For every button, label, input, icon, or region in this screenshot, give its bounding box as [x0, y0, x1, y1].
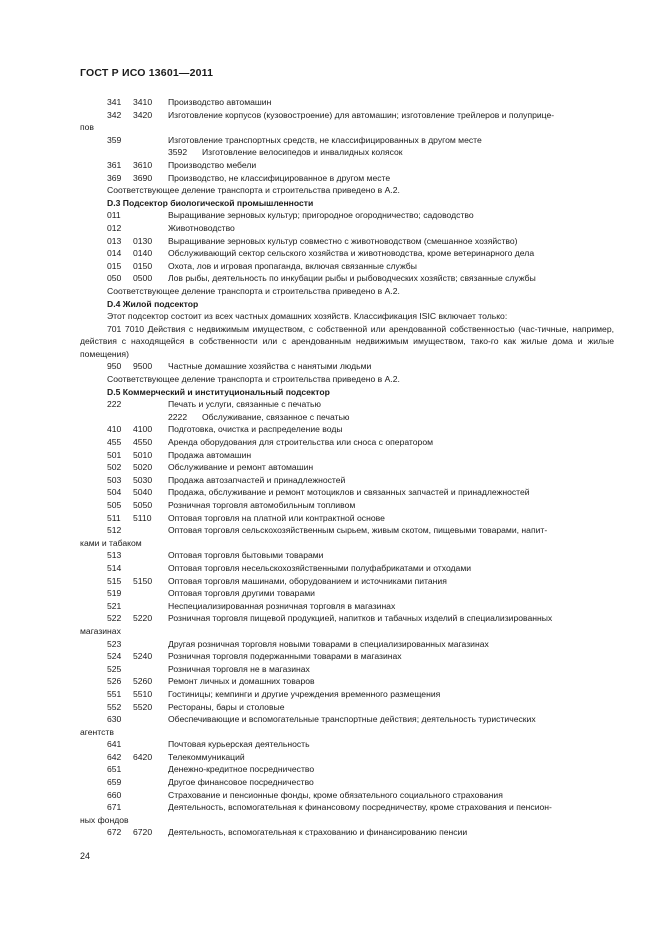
isic-class-code: 5050 — [133, 500, 153, 510]
isic-class-code: 4550 — [133, 437, 153, 448]
section-note: Соответствующее деление транспорта и строительства приведено в А.2. — [107, 185, 400, 196]
isic-division-code: 222 — [107, 399, 122, 410]
isic-class-code: 3610 — [133, 159, 153, 170]
activity-description: Почтовая курьерская деятельность — [168, 739, 310, 750]
table-row — [80, 134, 614, 147]
activity-description: Телекоммуникаций — [168, 751, 245, 762]
isic-division-code: 523 — [107, 638, 122, 649]
activity-description: Животноводство — [168, 222, 235, 233]
activity-description: Розничная торговля автомобильным топливом — [168, 500, 356, 510]
activity-description: Розничная торговля пищевой продукцией, напитков и табачных изделий в специализированных — [168, 613, 553, 624]
isic-division-code: 369 — [107, 172, 122, 183]
activity-description: Другое финансовое посредничество — [168, 777, 314, 788]
activity-description: Ремонт личных и домашних товаров — [168, 676, 315, 687]
section-heading: D.4 Жилой подсектор — [107, 298, 199, 309]
activity-description: Охота, лов и игровая пропаганда, включая связанные службы — [168, 260, 417, 271]
isic-division-code: 671 — [107, 802, 122, 813]
isic-division-code: 551 — [107, 688, 122, 699]
isic-division-code: 515 — [107, 575, 122, 586]
activity-description: Продажа автомашин — [168, 449, 252, 460]
activity-description: Продажа автозапчастей и принадлежностей — [168, 474, 346, 485]
isic-class-code: 5220 — [133, 613, 153, 624]
isic-class-code: 3420 — [133, 109, 153, 120]
isic-division-code: 512 — [107, 525, 122, 536]
activity-description-continuation: магазинах — [80, 625, 121, 636]
table-row — [80, 146, 614, 159]
activity-description: Подготовка, очистка и распределение воды — [168, 424, 343, 435]
table-row — [80, 423, 614, 436]
isic-division-code: 642 — [107, 751, 122, 762]
isic-division-code: 050 — [107, 273, 122, 284]
activity-description: Продажа, обслуживание и ремонт мотоциклов и связанных запчастей и принадлежностей — [168, 487, 530, 498]
table-row — [80, 360, 614, 373]
table-row — [80, 222, 614, 235]
activity-description: Изготовление транспортных средств, не классифицированных в другом месте — [168, 134, 482, 145]
document-content — [80, 96, 614, 839]
isic-class-code: 3410 — [133, 97, 153, 107]
table-row — [80, 701, 614, 714]
activity-description: Производство мебели — [168, 159, 257, 170]
isic-class-code: 4100 — [133, 424, 153, 435]
table-row — [80, 109, 614, 122]
activity-description: Обслуживание, связанное с печатью — [202, 411, 350, 422]
activity-description: Обеспечивающие и вспомогательные транспортные действия; деятельность туристических — [168, 714, 536, 725]
isic-division-code: 341 — [107, 97, 122, 107]
table-row — [80, 650, 614, 663]
activity-description: Производство, не классифицированное в другом месте — [168, 172, 391, 183]
isic-division-code: 361 — [107, 159, 122, 170]
activity-description: Оптовая торговля машинами, оборудованием и источниками питания — [168, 575, 447, 586]
activity-description: Гостиницы; кемпинги и другие учреждения временного размещения — [168, 688, 441, 699]
activity-description: Лов рыбы, деятельность по инкубации рыбы и рыбоводческих хозяйств; связанные службы — [168, 273, 536, 284]
table-row — [80, 436, 614, 449]
isic-division-code: 511 — [107, 512, 121, 523]
activity-description: Производство автомашин — [168, 97, 272, 107]
table-row — [80, 411, 614, 424]
isic-class-code: 5040 — [133, 487, 153, 498]
isic-class-code: 0500 — [133, 273, 153, 284]
activity-description-continuation: ных фондов — [80, 814, 129, 825]
table-row — [80, 499, 614, 512]
isic-class-code: 3690 — [133, 172, 153, 183]
table-row — [80, 524, 614, 537]
activity-description: Рестораны, бары и столовые — [168, 701, 285, 712]
isic-division-code: 519 — [107, 588, 122, 599]
table-row — [80, 235, 614, 248]
isic-division-code: 521 — [107, 600, 122, 611]
activity-description: Оптовая торговля бытовыми товарами — [168, 550, 324, 561]
isic-class-code: 6720 — [133, 827, 153, 838]
section-heading: D.5 Коммерческий и институциональный подсектор — [107, 386, 330, 397]
isic-class-code: 5240 — [133, 651, 153, 662]
isic-class-code: 5520 — [133, 701, 153, 712]
table-row — [80, 713, 614, 726]
table-row — [80, 789, 614, 802]
table-row-continuation — [80, 726, 614, 739]
table-row-continuation — [80, 121, 614, 134]
table-row — [80, 826, 614, 839]
isic-division-code: 950 — [107, 361, 122, 372]
table-row — [80, 461, 614, 474]
isic-division-code: 525 — [107, 663, 122, 674]
activity-description: Выращивание зерновых культур совместно с животноводством (смешанное хозяйство) — [168, 235, 518, 246]
isic-class-code: 5020 — [133, 462, 153, 473]
table-row — [80, 549, 614, 562]
isic-division-code: 503 — [107, 474, 122, 485]
table-row — [80, 738, 614, 751]
activity-description: Печать и услуги, связанные с печатью — [168, 399, 321, 410]
document-header-title: ГОСТ Р ИСО 13601—2011 — [80, 67, 214, 79]
activity-description: Обслуживающий сектор сельского хозяйства и животноводства, кроме ветеринарного дела — [168, 248, 535, 259]
isic-division-code: 630 — [107, 714, 122, 725]
isic-division-code: 014 — [107, 248, 122, 259]
table-row — [80, 247, 614, 260]
table-row — [80, 675, 614, 688]
isic-class-code: 5010 — [133, 449, 153, 460]
isic-class-code: 5110 — [133, 512, 152, 523]
isic-division-code: 514 — [107, 562, 122, 573]
page-number: 24 — [80, 851, 91, 861]
table-row — [80, 449, 614, 462]
isic-class-code: 9500 — [133, 361, 153, 372]
table-row-continuation — [80, 537, 614, 550]
isic-class-code: 5030 — [133, 474, 153, 485]
isic-division-code: 013 — [107, 235, 122, 246]
activity-description: Другая розничная торговля новыми товарами в специализированных магазинах — [168, 638, 489, 649]
table-row — [80, 159, 614, 172]
activity-description: Деятельность, вспомогательная к финансовому посредничеству, кроме страхования и пенсион- — [168, 802, 552, 813]
isic-division-code: 660 — [107, 789, 122, 800]
isic-division-code: 651 — [107, 764, 122, 775]
section-paragraph: 701 7010 Действия с недвижимым имуществом, с собственной или арендованной собственностью (час-тичные, например, действия с находящейся в собственности или с арендованным недвижимым имуществом, тако-го как жилые дома и жилые помещения) — [80, 323, 614, 359]
isic-class-code: 0150 — [133, 260, 153, 271]
table-row-continuation — [80, 625, 614, 638]
section-note: Соответствующее деление транспорта и строительства приведено в А.2. — [107, 285, 400, 296]
table-row — [80, 172, 614, 185]
table-row — [80, 209, 614, 222]
isic-division-code: 015 — [107, 260, 122, 271]
isic-division-code: 502 — [107, 462, 122, 473]
table-row — [80, 474, 614, 487]
activity-description: Розничная торговля подержанными товарами в магазинах — [168, 651, 402, 662]
table-row — [80, 600, 614, 613]
section-note: Соответствующее деление транспорта и строительства приведено в А.2. — [107, 374, 400, 385]
isic-division-code: 513 — [107, 550, 122, 561]
isic-class-code: 6420 — [133, 751, 153, 762]
isic-class-code: 5510 — [133, 688, 153, 699]
activity-description: Изготовление велосипедов и инвалидных колясок — [202, 147, 403, 158]
isic-division-code: 359 — [107, 134, 122, 145]
table-row — [80, 96, 614, 109]
isic-division-code: 524 — [107, 651, 122, 662]
table-row — [80, 575, 614, 588]
isic-division-code: 522 — [107, 613, 122, 624]
isic-division-code: 526 — [107, 676, 122, 687]
activity-description: Оптовая торговля на платной или контрактной основе — [168, 512, 385, 523]
isic-division-code: 012 — [107, 222, 122, 233]
activity-description-continuation: ками и табаком — [80, 537, 142, 548]
table-row — [80, 512, 614, 525]
isic-class-code: 0130 — [133, 235, 153, 246]
isic-division-code: 672 — [107, 827, 122, 838]
activity-description: Страхование и пенсионные фонды, кроме обязательного социального страхования — [168, 789, 503, 800]
table-row — [80, 612, 614, 625]
activity-description: Аренда оборудования для строительства или сноса с оператором — [168, 437, 434, 448]
table-row — [80, 486, 614, 499]
isic-division-code: 011 — [107, 210, 121, 221]
activity-description: Розничная торговля не в магазинах — [168, 663, 310, 674]
activity-description: Частные домашние хозяйства с нанятыми людьми — [168, 361, 372, 372]
activity-description: Оптовая торговля несельскохозяйственными полуфабрикатами и отходами — [168, 562, 472, 573]
isic-division-code: 342 — [107, 109, 122, 120]
activity-description: Оптовая торговля другими товарами — [168, 588, 315, 599]
table-row — [80, 776, 614, 789]
table-row — [80, 587, 614, 600]
section-intro: Этот подсектор состоит из всех частных домашних хозяйств. Классификация ISIC включает только: — [107, 311, 508, 322]
isic-class-code: 0140 — [133, 248, 153, 259]
activity-description: Деятельность, вспомогательная к страхованию и финансированию пенсии — [168, 827, 468, 838]
isic-class-code: 2222 — [168, 411, 188, 422]
isic-division-code: 552 — [107, 701, 122, 712]
table-row — [80, 638, 614, 651]
activity-description: Денежно-кредитное посредничество — [168, 764, 315, 775]
table-row — [80, 763, 614, 776]
isic-class-code: 5260 — [133, 676, 153, 687]
isic-division-code: 659 — [107, 777, 122, 788]
activity-description: Оптовая торговля сельскохозяйственным сырьем, живым скотом, пищевыми товарами, напит- — [168, 525, 548, 536]
activity-description: Обслуживание и ремонт автомашин — [168, 462, 314, 473]
isic-division-code: 455 — [107, 437, 122, 448]
section-heading: D.3 Подсектор биологической промышленности — [107, 197, 314, 208]
isic-division-code: 505 — [107, 500, 122, 510]
table-row — [80, 801, 614, 814]
activity-description-continuation: пов — [80, 122, 94, 133]
isic-division-code: 410 — [107, 424, 122, 435]
activity-description: Выращивание зерновых культур; пригородное огородничество; садоводство — [168, 210, 474, 221]
activity-description: Изготовление корпусов (кузовостроение) для автомашин; изготовление трейлеров и полуприце- — [168, 109, 555, 120]
table-row — [80, 272, 614, 285]
activity-description-continuation: агентств — [80, 726, 114, 737]
table-row — [80, 688, 614, 701]
table-row — [80, 562, 614, 575]
isic-division-code: 504 — [107, 487, 122, 498]
table-row — [80, 663, 614, 676]
table-row — [80, 260, 614, 273]
table-row-continuation — [80, 814, 614, 827]
isic-division-code: 501 — [107, 449, 122, 460]
isic-class-code: 3592 — [168, 147, 188, 158]
table-row — [80, 751, 614, 764]
isic-class-code: 5150 — [133, 575, 153, 586]
table-row — [80, 398, 614, 411]
isic-division-code: 641 — [107, 739, 122, 750]
activity-description: Неспециализированная розничная торговля в магазинах — [168, 600, 396, 611]
